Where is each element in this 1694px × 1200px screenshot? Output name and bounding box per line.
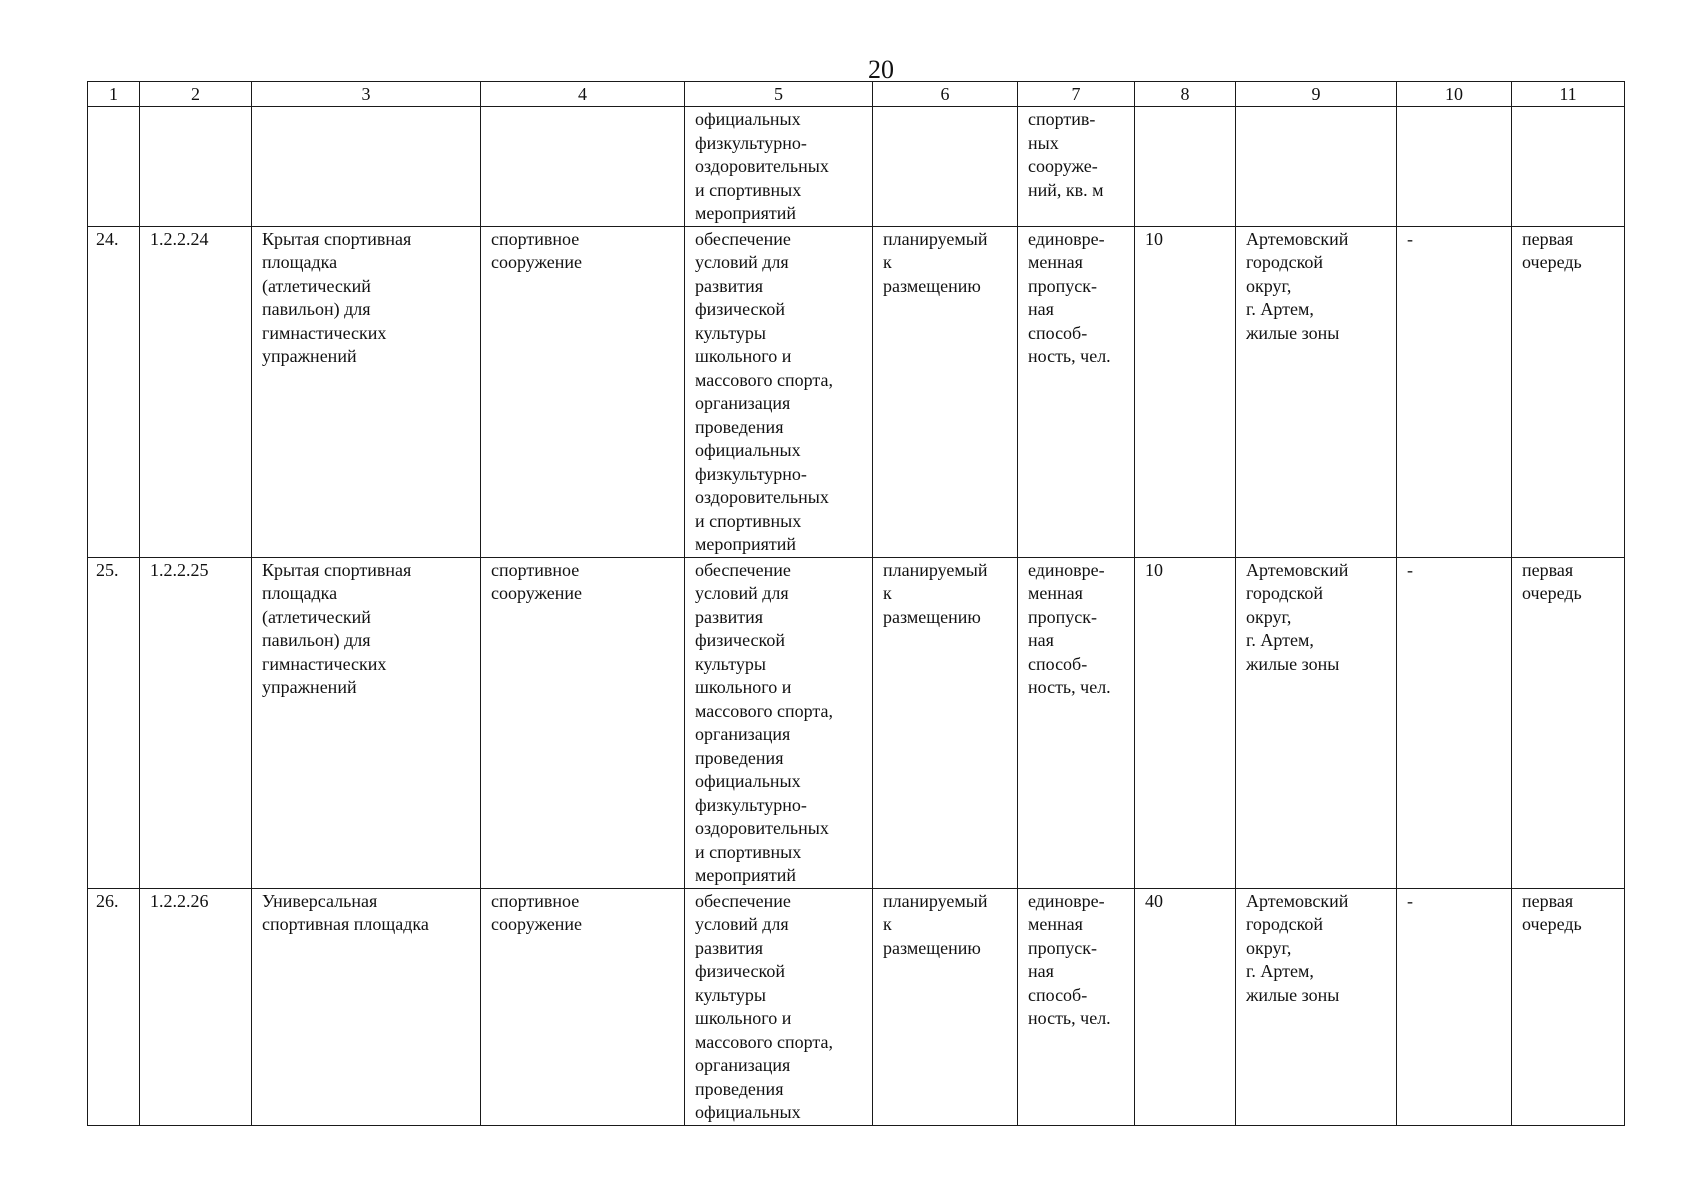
cell-stage: первая очередь: [1512, 557, 1625, 888]
cell-empty: [873, 107, 1018, 227]
cell-type: спортивное сооружение: [481, 888, 685, 1125]
column-header: 8: [1135, 82, 1236, 107]
cell-characteristic: единовре- менная пропуск- ная способ- ность, чел.: [1018, 557, 1135, 888]
cell-characteristic: единовре- менная пропуск- ная способ- ность, чел.: [1018, 888, 1135, 1125]
column-header: 11: [1512, 82, 1625, 107]
cell-purpose: официальных физкультурно- оздоровительных и спортивных мероприятий: [685, 107, 873, 227]
cell-status: планируемый к размещению: [873, 557, 1018, 888]
cell-empty: [88, 107, 140, 227]
cell-status: планируемый к размещению: [873, 226, 1018, 557]
cell-name: Крытая спортивная площадка (атлетический павильон) для гимнастических упражнений: [252, 557, 481, 888]
cell-type: спортивное сооружение: [481, 557, 685, 888]
page-number: 20: [868, 55, 894, 84]
cell-characteristic: единовре- менная пропуск- ная способ- ность, чел.: [1018, 226, 1135, 557]
cell-name: Крытая спортивная площадка (атлетический павильон) для гимнастических упражнений: [252, 226, 481, 557]
column-header: 9: [1236, 82, 1397, 107]
cell-characteristic: спортив- ных сооруже- ний, кв. м: [1018, 107, 1135, 227]
column-header: 7: [1018, 82, 1135, 107]
cell-empty: [1397, 107, 1512, 227]
continuation-row: [88, 107, 1625, 227]
column-header: 10: [1397, 82, 1512, 107]
cell-code: 1.2.2.24: [140, 226, 252, 557]
table-row: [88, 226, 1625, 557]
cell-location: Артемовский городской округ, г. Артем, жилые зоны: [1236, 557, 1397, 888]
cell-location: Артемовский городской округ, г. Артем, жилые зоны: [1236, 226, 1397, 557]
cell-empty: [1135, 107, 1236, 227]
cell-number: 25.: [88, 557, 140, 888]
column-header: 1: [88, 82, 140, 107]
cell-purpose: обеспечение условий для развития физической культуры школьного и массового спорта, организация проведения официальных физкультурно- оздоровительных и спортивных мероприятий: [685, 557, 873, 888]
cell-code: 1.2.2.26: [140, 888, 252, 1125]
cell-zones: -: [1397, 226, 1512, 557]
column-header: 6: [873, 82, 1018, 107]
cell-empty: [140, 107, 252, 227]
cell-zones: -: [1397, 888, 1512, 1125]
cell-stage: первая очередь: [1512, 226, 1625, 557]
cell-purpose: обеспечение условий для развития физической культуры школьного и массового спорта, организация проведения официальных физкультурно- оздоровительных и спортивных мероприятий: [685, 226, 873, 557]
cell-empty: [1512, 107, 1625, 227]
column-header: 5: [685, 82, 873, 107]
cell-location: Артемовский городской округ, г. Артем, жилые зоны: [1236, 888, 1397, 1125]
column-header: 3: [252, 82, 481, 107]
objects-table: [87, 81, 1625, 1126]
cell-empty: [252, 107, 481, 227]
cell-purpose: обеспечение условий для развития физической культуры школьного и массового спорта, организация проведения официальных: [685, 888, 873, 1125]
cell-name: Универсальная спортивная площадка: [252, 888, 481, 1125]
cell-value: 10: [1135, 226, 1236, 557]
cell-type: спортивное сооружение: [481, 226, 685, 557]
cell-empty: [481, 107, 685, 227]
cell-status: планируемый к размещению: [873, 888, 1018, 1125]
table-row: [88, 888, 1625, 1125]
cell-number: 26.: [88, 888, 140, 1125]
cell-zones: -: [1397, 557, 1512, 888]
column-header: 2: [140, 82, 252, 107]
cell-empty: [1236, 107, 1397, 227]
cell-value: 40: [1135, 888, 1236, 1125]
cell-value: 10: [1135, 557, 1236, 888]
table-row: [88, 557, 1625, 888]
header-row: [88, 82, 1625, 107]
column-header: 4: [481, 82, 685, 107]
cell-number: 24.: [88, 226, 140, 557]
cell-stage: первая очередь: [1512, 888, 1625, 1125]
cell-code: 1.2.2.25: [140, 557, 252, 888]
